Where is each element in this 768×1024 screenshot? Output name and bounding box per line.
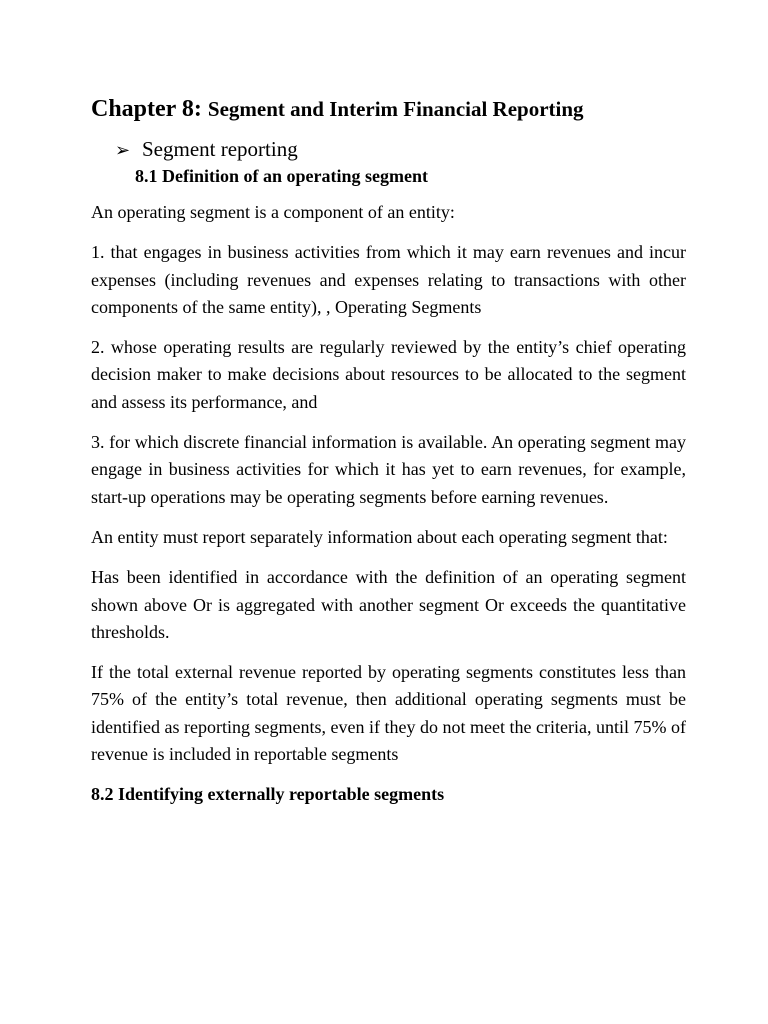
section-heading-identifying: 8.2 Identifying externally reportable segments — [91, 784, 445, 805]
chapter-number: Chapter 8: — [91, 96, 202, 122]
chapter-title — [91, 94, 686, 124]
paragraph-point-2: 2. whose operating results are regularly reviewed by the entity’s chief operating decision maker to make decisions about resources to be allocated to the segment and assess its performance, and — [91, 337, 686, 412]
arrowhead-bullet-icon: ➢ — [115, 140, 131, 160]
bullet-segment-reporting — [115, 136, 686, 163]
bullet-text: Segment reporting — [142, 137, 298, 161]
paragraph-criteria: Has been identified in accordance with the definition of an operating segment shown above Or is aggregated with another segment Or exceeds the quantitative thresholds. — [91, 567, 686, 642]
chapter-name: Segment and Interim Financial Reporting — [207, 97, 584, 121]
paragraph-intro: An operating segment is a component of an entity: — [91, 202, 455, 222]
paragraph-point-1: 1. that engages in business activities from which it may earn revenues and incur expenses (including revenues and expenses relating to transactions with other components of the same entity), , Operating Segments — [91, 242, 686, 317]
paragraph-point-3: 3. for which discrete financial information is available. An operating segment may engage in business activities for which it has yet to earn revenues, for example, start-up operations may be operating segments before earning revenues. — [91, 432, 686, 507]
paragraph-report-separately: An entity must report separately information about each operating segment that: — [91, 526, 668, 547]
document-page — [91, 94, 686, 808]
subheading-definition: 8.1 Definition of an operating segment — [135, 166, 428, 186]
paragraph-threshold: If the total external revenue reported by operating segments constitutes less than 75% of the entity’s total revenue, then additional operating segments must be identified as reporting segments, even if they do not meet the criteria, until 75% of revenue is included in reportable segments — [91, 662, 686, 765]
